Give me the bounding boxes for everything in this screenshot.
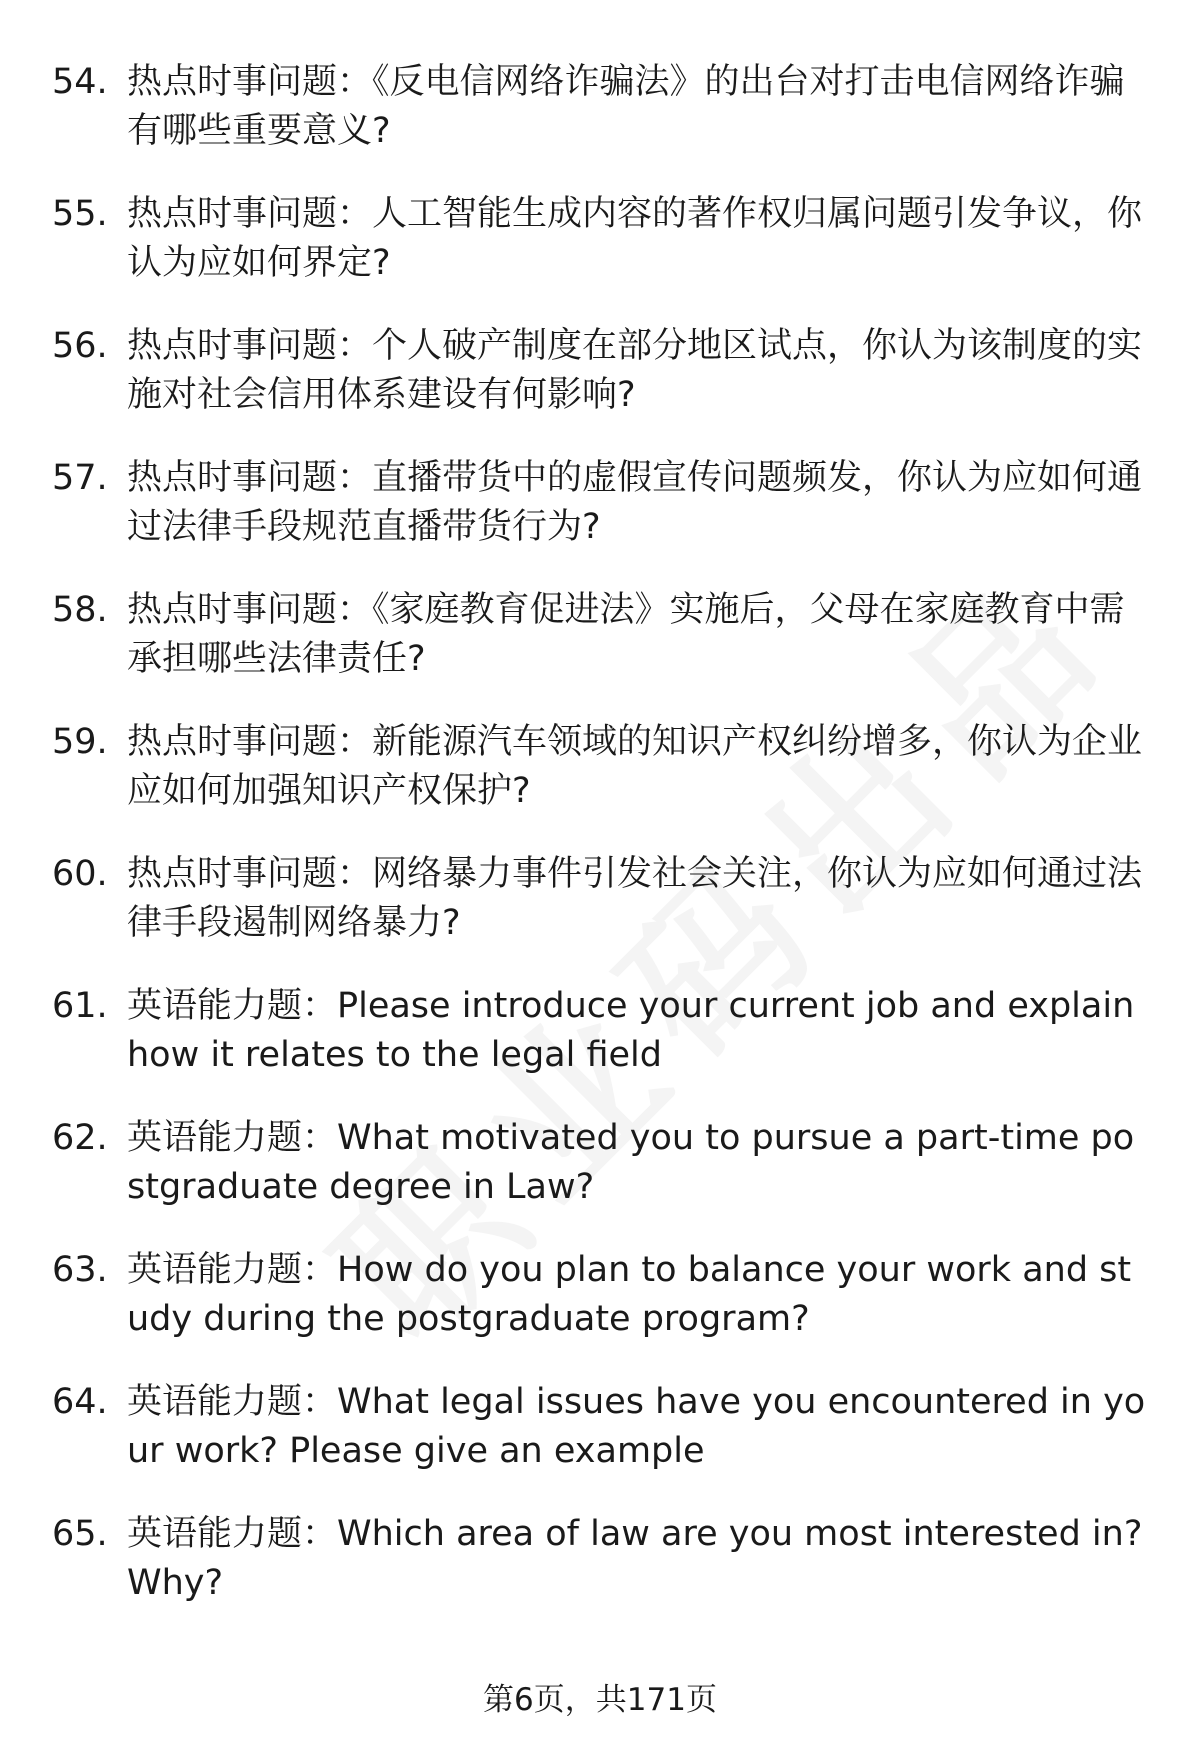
question-text: 英语能力题：Please introduce your current job and explain how it relates to the legal field — [127, 986, 1135, 1075]
question-item — [52, 58, 1152, 156]
question-text: 英语能力题：What legal issues have you encountered in your work? Please give an example — [127, 1382, 1146, 1471]
page-number-footer: 第6页，共171页 — [483, 1682, 717, 1718]
question-number: 56. — [52, 326, 108, 366]
question-item — [52, 454, 1152, 552]
question-item — [52, 718, 1152, 816]
question-text: 热点时事问题：新能源汽车领域的知识产权纠纷增多，你认为企业应如何加强知识产权保护? — [127, 722, 1143, 811]
question-number: 59. — [52, 722, 108, 762]
question-number: 55. — [52, 194, 108, 234]
question-number: 64. — [52, 1382, 108, 1422]
question-item — [52, 322, 1152, 420]
question-item — [52, 586, 1152, 684]
question-item — [52, 982, 1152, 1080]
question-number: 58. — [52, 590, 108, 630]
question-item — [52, 190, 1152, 288]
question-item — [52, 1378, 1152, 1476]
question-list — [52, 58, 1152, 1642]
question-item — [52, 1246, 1152, 1344]
question-text: 热点时事问题：网络暴力事件引发社会关注，你认为应如何通过法律手段遏制网络暴力? — [127, 854, 1143, 943]
question-number: 65. — [52, 1514, 108, 1554]
question-item — [52, 850, 1152, 948]
question-text: 英语能力题：What motivated you to pursue a part-time postgraduate degree in Law? — [127, 1118, 1135, 1207]
question-text: 热点时事问题：人工智能生成内容的著作权归属问题引发争议，你认为应如何界定? — [127, 194, 1143, 283]
question-number: 57. — [52, 458, 108, 498]
question-number: 54. — [52, 62, 108, 102]
question-number: 62. — [52, 1118, 108, 1158]
question-number: 61. — [52, 986, 108, 1026]
question-text: 热点时事问题：《家庭教育促进法》实施后，父母在家庭教育中需承担哪些法律责任? — [127, 590, 1125, 679]
question-item — [52, 1114, 1152, 1212]
question-text: 热点时事问题：《反电信网络诈骗法》的出台对打击电信网络诈骗有哪些重要意义? — [127, 62, 1125, 151]
question-text: 热点时事问题：个人破产制度在部分地区试点，你认为该制度的实施对社会信用体系建设有何影响? — [127, 326, 1143, 415]
question-number: 60. — [52, 854, 108, 894]
question-text: 热点时事问题：直播带货中的虚假宣传问题频发，你认为应如何通过法律手段规范直播带货行为? — [127, 458, 1143, 547]
question-text: 英语能力题：Which area of law are you most interested in? Why? — [127, 1514, 1143, 1603]
question-text: 英语能力题：How do you plan to balance your work and study during the postgraduate program? — [127, 1250, 1132, 1339]
question-number: 63. — [52, 1250, 108, 1290]
question-item — [52, 1510, 1152, 1608]
